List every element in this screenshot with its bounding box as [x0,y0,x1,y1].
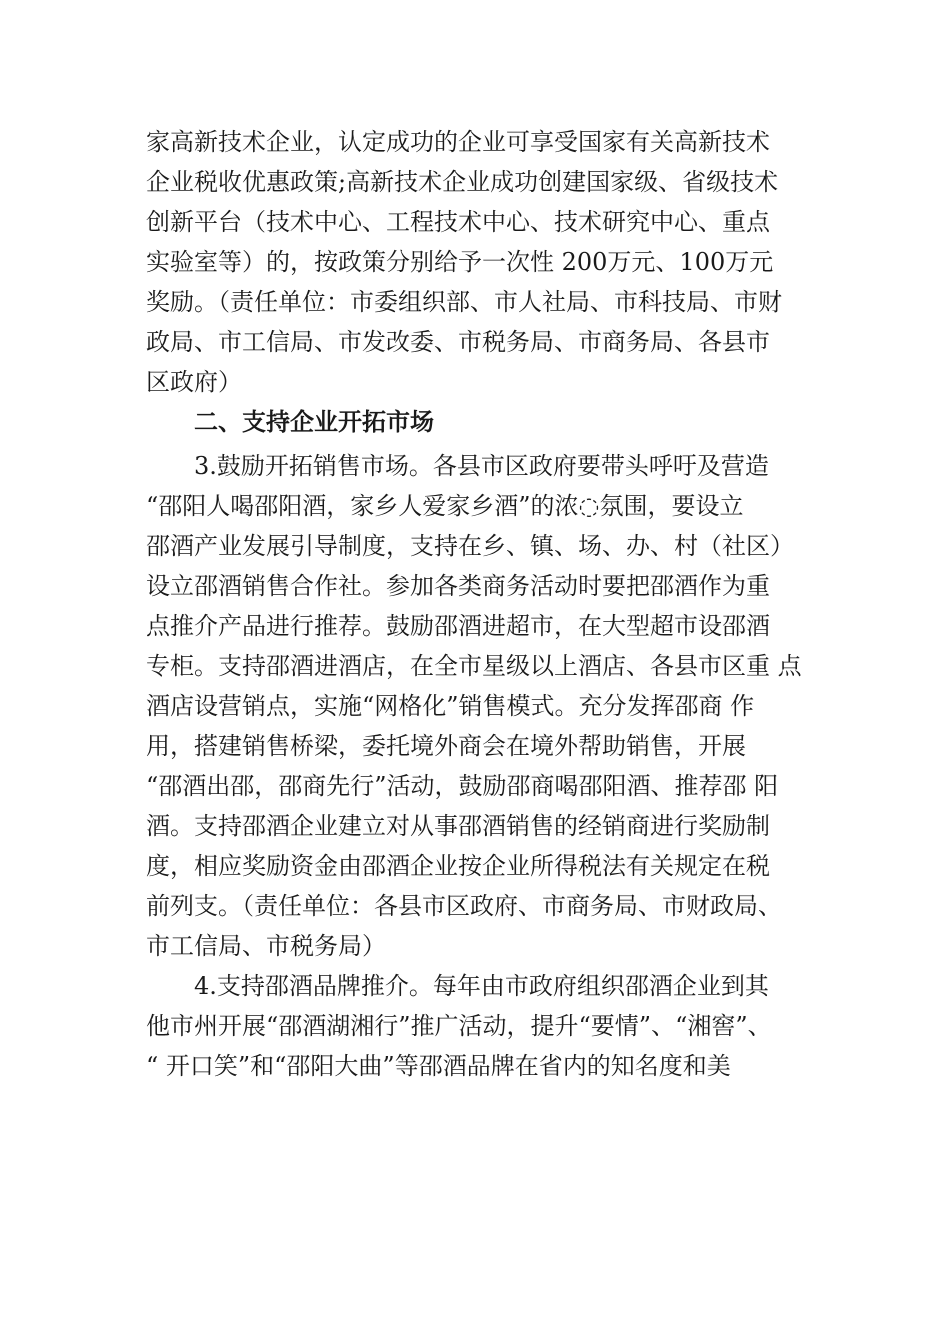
text-line: 专柜。支持邵酒进酒店，在全市星级以上酒店、各县市区重 点 [146,652,802,680]
text-line: 点推介产品进行推荐。鼓励邵酒进超市，在大型超市设邵酒 [146,612,770,640]
text-line: 邵酒产业发展引导制度，支持在乡、镇、场、办、村（社区） [146,532,794,560]
text-line: 酒。支持邵酒企业建立对从事邵酒销售的经销商进行奖励制 [146,812,770,840]
text-line: 市工信局、市税务局） [146,932,386,960]
text-line: “邵酒出邵，邵商先行”活动，鼓励邵商喝邵阳酒、推荐邵 阳 [146,772,779,800]
text-line: “ 开口笑”和“邵阳大曲”等邵酒品牌在省内的知名度和美 [146,1052,731,1080]
text-line: 用，搭建销售桥梁，委托境外商会在境外帮助销售，开展 [146,732,746,760]
text-line: 酒店设营销点，实施“网格化”销售模式。充分发挥邵商 作 [146,692,755,720]
text-line: 家高新技术企业，认定成功的企业可享受国家有关高新技术 [146,128,770,156]
text-line: 创新平台（技术中心、工程技术中心、技术研究中心、重点 [146,208,770,236]
text-line: 前列支。（责任单位：各县市区政府、市商务局、市财政局、 [146,892,782,920]
text-line: “邵阳人喝邵阳酒，家乡人爱家乡酒”的浓◌氛围，要设立 [146,492,744,520]
text-line: 度，相应奖励资金由邵酒企业按企业所得税法有关规定在税 [146,852,770,880]
text-line: 企业税收优惠政策;高新技术企业成功创建国家级、省级技术 [146,168,779,196]
text-line: 区政府） [146,368,242,396]
text-line: 他市州开展“邵酒湖湘行”推广活动，提升“要情”、“湘窖”、 [146,1012,772,1040]
paragraph-first-line: 4.支持邵酒品牌推介。每年由市政府组织邵酒企业到其 [194,972,769,1000]
text-line: 奖励。（责任单位：市委组织部、市人社局、市科技局、市财 [146,288,782,316]
paragraph-first-line: 3.鼓励开拓销售市场。各县市区政府要带头呼吁及营造 [194,452,769,480]
text-line: 实验室等）的，按政策分别给予一次性 200万元、100万元 [146,248,774,276]
text-line: 政局、市工信局、市发改委、市税务局、市商务局、各县市 [146,328,770,356]
section-heading: 二、支持企业开拓市场 [194,408,434,436]
text-line: 设立邵酒销售合作社。参加各类商务活动时要把邵酒作为重 [146,572,770,600]
